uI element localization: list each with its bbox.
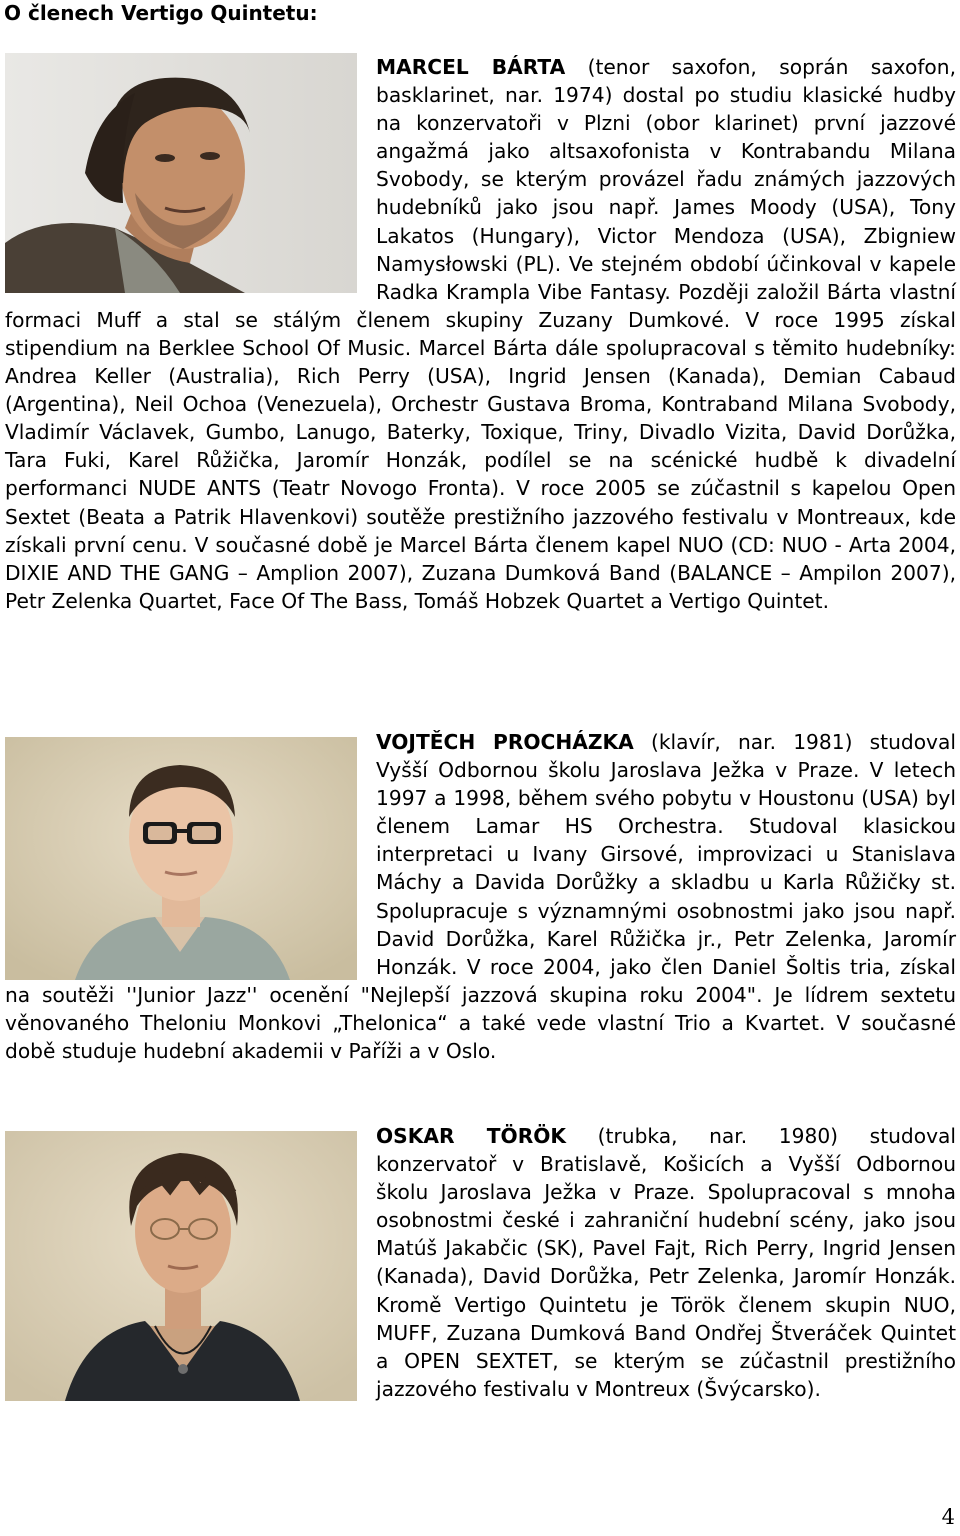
member-name: VOJTĚCH PROCHÁZKA: [376, 730, 634, 754]
page-number: 4: [941, 1505, 955, 1529]
member-name: OSKAR TÖRÖK: [376, 1124, 567, 1148]
member-description: (tenor saxofon, soprán saxofon, basklarinet, nar. 1974) dostal po studiu klasické hudby na konzervatoři v Plzni (obor klarinet) první jazzové angažmá jako altsaxofonista v Kontrabandu Milana Svobody, se kterým provázel řadu známých jazzových hudebníků jako jsou např. James Moody (USA), Tony Lakatos (Hungary), Victor Mendoza (USA), Zbigniew Namysłowski (PL). Ve stejném období účinkoval v kapele Radka Krampla Vibe Fantasy. Později založil Bárta vlastní formaci Muff a stal se stálým členem skupiny Zuzany Dumkové. V roce 1995 získal stipendium na Berklee School Of Music. Marcel Bárta dále spolupracoval s těmito hudebníky: Andrea Keller (Australia), Rich Perry (USA), Ingrid Jensen (Kanada), Demian Cabaud (Argentina), Neil Ochoa (Venezuela), Orchestr Gustava Broma, Kontraband Milana Svobody, Vladimír Václavek, Gumbo, Lanugo, Baterky, Toxique, Triny, Divadlo Vizita, David Dorůžka, Tara Fuki, Karel Růžička, Jaromír Honzák, podílel se na scénické hudbě k divadelní performanci NUDE ANTS (Teatr Novogo Fronta). V roce 2005 se zúčastnil s kapelou Open Sextet (Beata a Patrik Hlavenkovi) soutěže prestižního jazzového festivalu v Montreaux, kde získali první cenu. V současné době je Marcel Bárta členem kapel NUO (CD: NUO - Arta 2004, DIXIE AND THE GANG – Amplion 2007), Zuzana Dumková Band (BALANCE – Ampilon 2007), Petr Zelenka Quartet, Face Of The Bass, Tomáš Hobzek Quartet a Vertigo Quintet.: [5, 55, 956, 613]
member-bio-prochazka: [5, 728, 956, 1065]
member-photo-torok: [5, 1131, 357, 1401]
member-bio-torok: [5, 1122, 956, 1403]
member-photo-prochazka: [5, 737, 357, 980]
member-name: MARCEL BÁRTA: [376, 55, 566, 79]
member-photo-barta: [5, 53, 357, 293]
page-heading: O členech Vertigo Quintetu:: [4, 1, 318, 25]
member-description: (klavír, nar. 1981) studoval Vyšší Odbornou školu Jaroslava Ježka v Praze. V letech 1997 a 1998, během svého pobytu v Houstonu (USA) byl členem Lamar HS Orchestra. Studoval klasickou interpretaci u Ivany Girsové, improvizaci u Stanislava Máchy a Davida Dorůžky a skladbu u Karla Růžičky st. Spolupracuje s významnými osobnostmi jako jsou např. David Dorůžka, Karel Růžička jr., Petr Zelenka, Jaromír Honzák. V roce 2004, jako člen Daniel Šoltis tria, získal na soutěži ''Junior Jazz'' ocenění "Nejlepší jazzová skupina roku 2004". Je lídrem sextetu věnovaného Theloniu Monkovi „Thelonica“ a také vede vlastní Trio a Kvartet. V současné době studuje hudební akademii v Paříži a v Oslo.: [5, 730, 956, 1064]
member-bio-barta: [5, 53, 956, 615]
member-description: (trubka, nar. 1980) studoval konzervatoř v Bratislavě, Košicích a Vyšší Odbornou školu Jaroslava Ježka v Praze. Spolupracoval s mnoha osobnostmi české i zahraniční hudební scény, jako jsou Matúš Jakabčic (SK), Pavel Fajt, Rich Perry, Ingrid Jensen (Kanada), David Dorůžka, Petr Zelenka, Jaromír Honzák. Kromě Vertigo Quintetu je Török členem skupin NUO, MUFF, Zuzana Dumková Band Ondřej Štveráček Quintet a OPEN SEXTET, se kterým se zúčastnil prestižního jazzového festivalu v Montreux (Švýcarsko).: [376, 1124, 956, 1401]
